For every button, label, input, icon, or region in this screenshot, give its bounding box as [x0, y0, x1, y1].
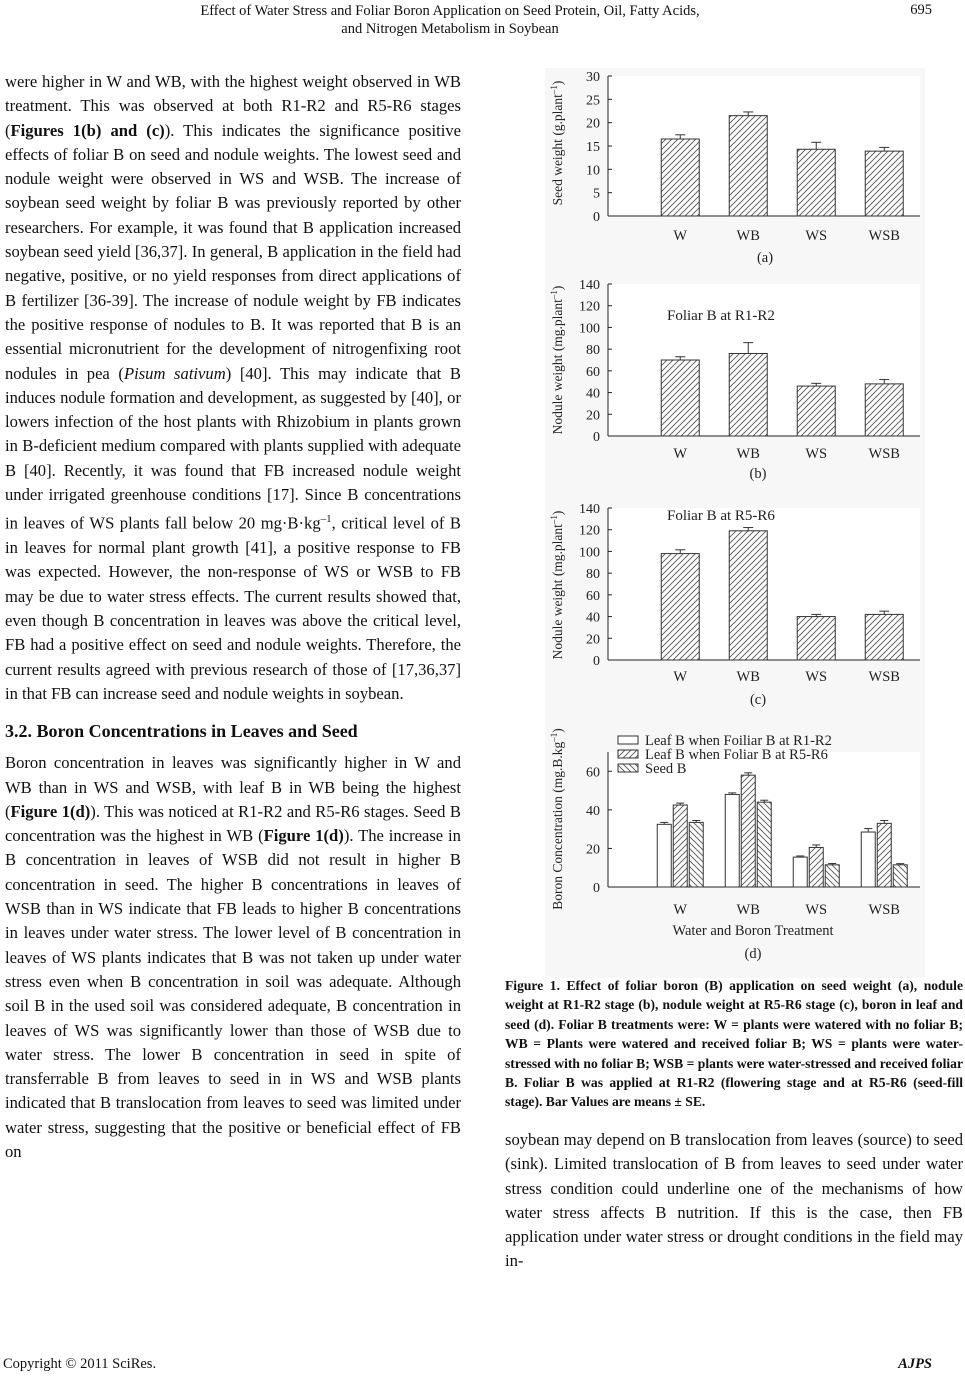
panel-3-y-tick-label: 140 [579, 502, 600, 517]
panel-1-y-tick-label: 25 [586, 93, 600, 109]
panel-2-y-tick-label: 40 [586, 386, 600, 402]
panel-1-panel-label: (a) [756, 250, 774, 266]
panel-4-category-label: WS [805, 902, 828, 918]
results-paragraph-2 [5, 751, 461, 1164]
panel-4-legend-label: Leaf B when Foliar B at R5-R6 [645, 747, 828, 763]
panel-2-y-tick-label: 100 [579, 321, 600, 337]
figure-1-charts [545, 68, 925, 978]
panel-4-legend-label: Seed B [645, 761, 687, 777]
results-paragraph-1 [5, 70, 461, 706]
panel-3-category-label: WB [736, 669, 760, 685]
panel-2-panel-label: (b) [749, 466, 767, 482]
panel-3-bar-WS [797, 617, 835, 660]
panel-3-y-tick-label: 60 [586, 588, 600, 604]
panel-2-y-axis-label-text: Nodule weight (mg.plant$^{-1}$) [549, 285, 565, 435]
text-run: ). The increase in B concentration in leaves of WSB did not result in higher B concentration in seed. The higher B concentrations in leaves of WSB than in WS indicate that FB leads to higher B concentrations in leaves under water stress. The lower level of B concentration in leaves of WS plants indicates that B was not taken up under water stress even when B concentration in soil was adequate. Although soil B in the used soil was considered adequate, B concentration in leaves of WS was significantly lower than those of WSB due to water stress. The lower B concentration in seed in spite of transferrable B from leaves to seed in in WS and WSB plants indicated that B translocation from leaves to seed was limited under water stress, suggesting that the positive or beneficial effect of FB on [5, 826, 461, 1161]
panel-2-y-tick-label: 20 [586, 408, 600, 424]
panel-3-y-tick-label: 80 [586, 567, 600, 583]
panel-2-y-tick-label: 80 [586, 343, 600, 359]
panel-4-bar-W-s1 [657, 824, 671, 887]
panel-1-category-label: WS [805, 228, 828, 244]
panel-3-y-tick-label: 100 [579, 545, 600, 561]
panel-4-y-axis-label-text: Boron Concentration $(mg.B.kg^{-1})$ [549, 728, 565, 910]
panel-2-y-tick-label: 60 [586, 364, 600, 380]
text-run: ). This indicates the significance positive effects of foliar B on seed and nodule weights. The lowest seed and nodule weight were observed in WS and WSB. The increase of soybean seed weight by foliar B was previously reported by other researchers. For example, it was found that B application increased soybean seed yield [36,37]. In general, B application in the field had negative, positive, or no yield responses from direct applications of B fertilizer [36-39]. The increase of nodule weight by FB indicates the positive response of nodules to B. It was reported that B is an essential micronutrient for the development of nitrogenfixing root nodules in pea ( [5, 120, 462, 383]
panel-3-annotation: Foliar B at R5-R6 [667, 508, 775, 524]
panel-3-y-axis-label [549, 511, 565, 660]
panel-2-y-tick-label: 120 [579, 299, 600, 315]
panel-4-bar-WSB-s3 [893, 865, 907, 887]
running-title-line-1: Effect of Water Stress and Foliar Boron Application on Seed Protein, Oil, Fatty Acids, [200, 3, 700, 19]
panel-4-bar-WS-s3 [825, 865, 839, 887]
panel-1-bar-WS [797, 149, 835, 216]
right-column [505, 1128, 963, 1274]
panel-2-bar-WSB [865, 384, 903, 436]
text-run: were higher in W and WB, with the highest weight observed in WB treatment. This was observed at both R1-R2 and R5-R6 stages ( [5, 72, 461, 140]
journal-abbrev: AJPS [898, 1356, 932, 1372]
text-run: ) [40]. This may indicate that B induces nodule formation and development, as suggested by [40], or lowers infection of the host plants with Rhizobium in plants grown in B-deficient medium compared with plants supplied with adequate B [40]. Recently, it was found that FB increased nodule weight under irrigated greenhouse conditions [17]. Since B concentrations in leaves of WS plants fall below 20 mg·B·kg [5, 363, 461, 533]
panel-1-y-tick-label: 15 [586, 140, 600, 155]
panel-2-category-label: WSB [868, 446, 900, 462]
panel-1-bar-W [661, 139, 699, 216]
figure-reference: Figure 1(d) [10, 801, 91, 821]
panel-1-y-tick-label: 20 [586, 116, 600, 132]
panel-4-bar-WSB-s1 [861, 832, 875, 887]
panel-2-bar-WS [797, 386, 835, 436]
panel-1-y-axis-label [549, 81, 565, 206]
panel-2-category-label: WB [736, 446, 760, 462]
panel-1-y-axis-label-text: Seed weight (g.plant$^{-1}$) [549, 80, 565, 206]
panel-2-annotation: Foliar B at R1-R2 [667, 308, 775, 324]
panel-3-y-tick-label: 120 [579, 523, 600, 539]
page-number: 695 [910, 2, 932, 18]
panel-3-category-label: WS [805, 669, 828, 685]
panel-1-category-label: W [673, 228, 688, 244]
text-run: Boron concentration in leaves was significantly higher in W and WB than in WS and WSB, with leaf B in WB being the highest ( [5, 753, 461, 821]
panel-4-y-axis-label [549, 728, 565, 909]
panel-4-legend-swatch [618, 764, 638, 772]
figure-reference: Figures 1(b) and (c) [10, 120, 165, 140]
panel-4-legend-label: Leaf B when Foiliar B at R1-R2 [645, 733, 832, 749]
figure-caption: Figure 1. Effect of foliar boron (B) application on seed weight (a), nodule weight at R1-R2 stage (b), nodule weight at R5-R6 stage (c), boron in leaf and seed (d). Foliar B treatments were: W = plants were watered with no foliar B; WB = Plants were watered and received foliar B; WS = plants were water-stressed with no foliar B; WSB = plants were water-stressed and received foliar B. Foliar B was applied at R1-R2 (flowering stage and at R5-R6 (seed-fill stage). Bar Values are means ± SE. [505, 978, 963, 1110]
running-title-line-2: and Nitrogen Metabolism in Soybean [341, 21, 559, 37]
panel-2-y-tick-label: 140 [579, 278, 600, 293]
page-footer [0, 1356, 965, 1378]
panel-2-bar-W [661, 360, 699, 436]
figure-1 [545, 68, 925, 978]
panel-3-y-tick-label: 40 [586, 610, 600, 626]
panel-4-bar-WB-s1 [725, 794, 739, 887]
panel-4-category-label: WB [736, 902, 760, 918]
panel-4-bar-W-s3 [689, 822, 703, 887]
section-heading: 3.2. Boron Concentrations in Leaves and Seed [5, 721, 358, 742]
panel-4-bar-WSB-s2 [877, 823, 891, 887]
continuation-paragraph: soybean may depend on B translocation from leaves (source) to seed (sink). Limited translocation of B from leaves to seed under water stress condition could underline one of the mechanisms of how water stress affects B nutrition. If this is the case, then FB application under water stress or drought conditions in the field may in- [505, 1130, 963, 1271]
panel-3-bar-WSB [865, 614, 903, 660]
panel-3-category-label: WSB [868, 669, 900, 685]
panel-4-bar-WB-s3 [757, 802, 771, 887]
panel-3-y-tick-label: 20 [586, 632, 600, 648]
panel-2-category-label: W [673, 446, 688, 462]
panel-4-legend-swatch [618, 750, 638, 758]
panel-4-panel-label: (d) [744, 946, 762, 962]
superscript: –1 [320, 513, 332, 526]
panel-3-bar-WB [729, 531, 767, 660]
text-run: ). This was noticed at R1-R2 and R5-R6 stages. Seed B concentration was the highest in WB ( [5, 801, 461, 846]
panel-4-y-tick-label: 60 [586, 765, 600, 781]
panel-4-x-axis-label: Water and Boron Treatment [672, 923, 834, 939]
panel-1-bar-WSB [865, 151, 903, 216]
panel-3-panel-label: (c) [749, 692, 767, 708]
text-run: , critical level of B in leaves for normal plant growth [41], a positive response to FB was expected. However, the non-response of WS or WSB to FB may be due to water stress effects. The current results showed that, even though B concentration in leaves was above the critical level, FB had a positive effect on seed and nodule weights. Therefore, the current results agreed with previous research of those of [17,36,37] in that FB can increase seed and nodule weights in soybean. [5, 513, 461, 703]
panel-1-y-tick-label: 30 [586, 70, 600, 85]
figure-reference: Figure 1(d) [263, 826, 344, 846]
panel-4-y-tick-label: 40 [586, 803, 600, 819]
panel-4-bar-W-s2 [673, 805, 687, 887]
panel-2-category-label: WS [805, 446, 828, 462]
panel-3-y-tick-label: 0 [593, 654, 600, 669]
panel-3-y-axis-label-text: Nodule weight (mg.plant$^{-1}$) [549, 510, 565, 660]
panel-1-category-label: WB [736, 228, 760, 244]
species-name: Pisum sativum [123, 363, 226, 383]
panel-4-category-label: W [673, 902, 688, 918]
panel-4-bar-WB-s2 [741, 775, 755, 887]
running-header [0, 0, 965, 44]
panel-4-bar-WS-s1 [793, 857, 807, 887]
panel-4-legend-swatch [618, 736, 638, 744]
panel-4-y-tick-label: 0 [593, 881, 600, 896]
panel-4-bar-WS-s2 [809, 847, 823, 887]
panel-1-y-tick-label: 0 [593, 210, 600, 225]
copyright: Copyright © 2011 SciRes. [3, 1356, 157, 1372]
left-column [5, 70, 461, 1164]
panel-2-bar-WB [729, 353, 767, 436]
panel-1-bar-WB [729, 116, 767, 216]
panel-1-y-tick-label: 10 [586, 163, 600, 179]
panel-1-y-tick-label: 5 [593, 186, 600, 202]
panel-1-category-label: WSB [868, 228, 900, 244]
panel-2-y-tick-label: 0 [593, 430, 600, 445]
panel-4-y-tick-label: 20 [586, 842, 600, 858]
panel-3-bar-W [661, 554, 699, 660]
panel-2-y-axis-label [549, 286, 565, 435]
panel-3-category-label: W [673, 669, 688, 685]
panel-4-category-label: WSB [868, 902, 900, 918]
